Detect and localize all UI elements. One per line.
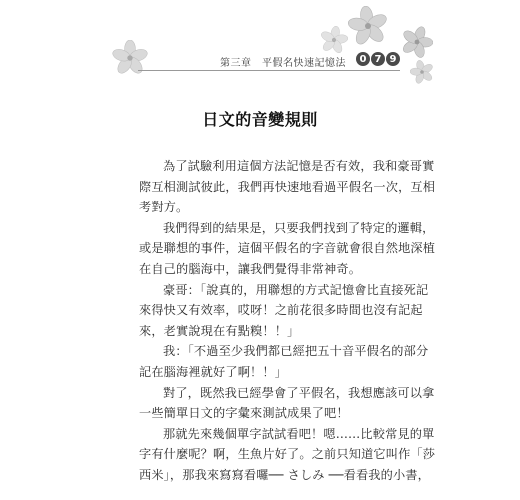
paragraph bbox=[139, 280, 429, 342]
text-line: 西米」，那我來寫寫看囉── さしみ ──看看我的小書， bbox=[139, 467, 430, 482]
text-line: 我們得到的結果是，只要我們找到了特定的邏輯， bbox=[163, 220, 435, 235]
text-line: 或是聯想的事件，這個平假名的字音就會很自然地深植 bbox=[139, 241, 436, 256]
page-digit: 7 bbox=[371, 52, 385, 66]
text-line: 一些簡單日文的字彙來測試成果了吧！ bbox=[139, 406, 349, 421]
paragraph bbox=[139, 424, 436, 486]
paragraph bbox=[139, 156, 436, 218]
text-line: 豪哥：「說真的，用聯想的方式記憶會比直接死記 bbox=[163, 282, 429, 297]
text-line: 來得快又有效率，哎呀！之前花很多時間也沒有記起 bbox=[139, 303, 423, 318]
text-line: 際互相測試彼此，我們再快速地看過平假名一次，互相 bbox=[139, 179, 436, 194]
cherry-blossom-right-bottom-icon bbox=[410, 60, 434, 84]
cherry-blossom-right-top-icon bbox=[401, 26, 433, 58]
text-line: 在自己的腦海中，讓我們覺得非常神奇。 bbox=[139, 261, 362, 276]
page-digit: 9 bbox=[386, 52, 400, 66]
body-text bbox=[139, 156, 436, 486]
paragraph bbox=[139, 341, 429, 382]
text-line: 為了試驗利用這個方法記憶是否有效，我和豪哥實 bbox=[163, 159, 435, 173]
section-title: 日文的音變規則 bbox=[202, 110, 318, 129]
text-line: 字有什麼呢？啊，生魚片好了。之前只知道它叫作「莎 bbox=[139, 447, 436, 462]
text-line: 考對方。 bbox=[139, 200, 189, 215]
text-line: 來，老實說現在有點糗！！」 bbox=[139, 323, 300, 338]
cherry-blossom-top-small-icon bbox=[320, 26, 348, 54]
paragraph bbox=[139, 218, 436, 280]
page-number bbox=[356, 51, 400, 69]
running-header bbox=[138, 54, 400, 71]
text-line: 對了，既然我已經學會了平假名，我想應該可以拿 bbox=[163, 385, 435, 400]
text-line: 那就先來幾個單字試試看吧！嗯……比較常見的單 bbox=[163, 426, 435, 441]
text-line: 記在腦海裡就好了啊！！」 bbox=[139, 364, 288, 379]
text-line: 我：「不過至少我們都已經把五十音平假名的部分 bbox=[163, 344, 429, 359]
paragraph bbox=[139, 383, 435, 424]
chapter-label: 第三章 平假名快速記憶法 bbox=[220, 58, 346, 69]
page-digit: 0 bbox=[356, 52, 370, 66]
cherry-blossom-top-large-icon bbox=[348, 6, 388, 46]
